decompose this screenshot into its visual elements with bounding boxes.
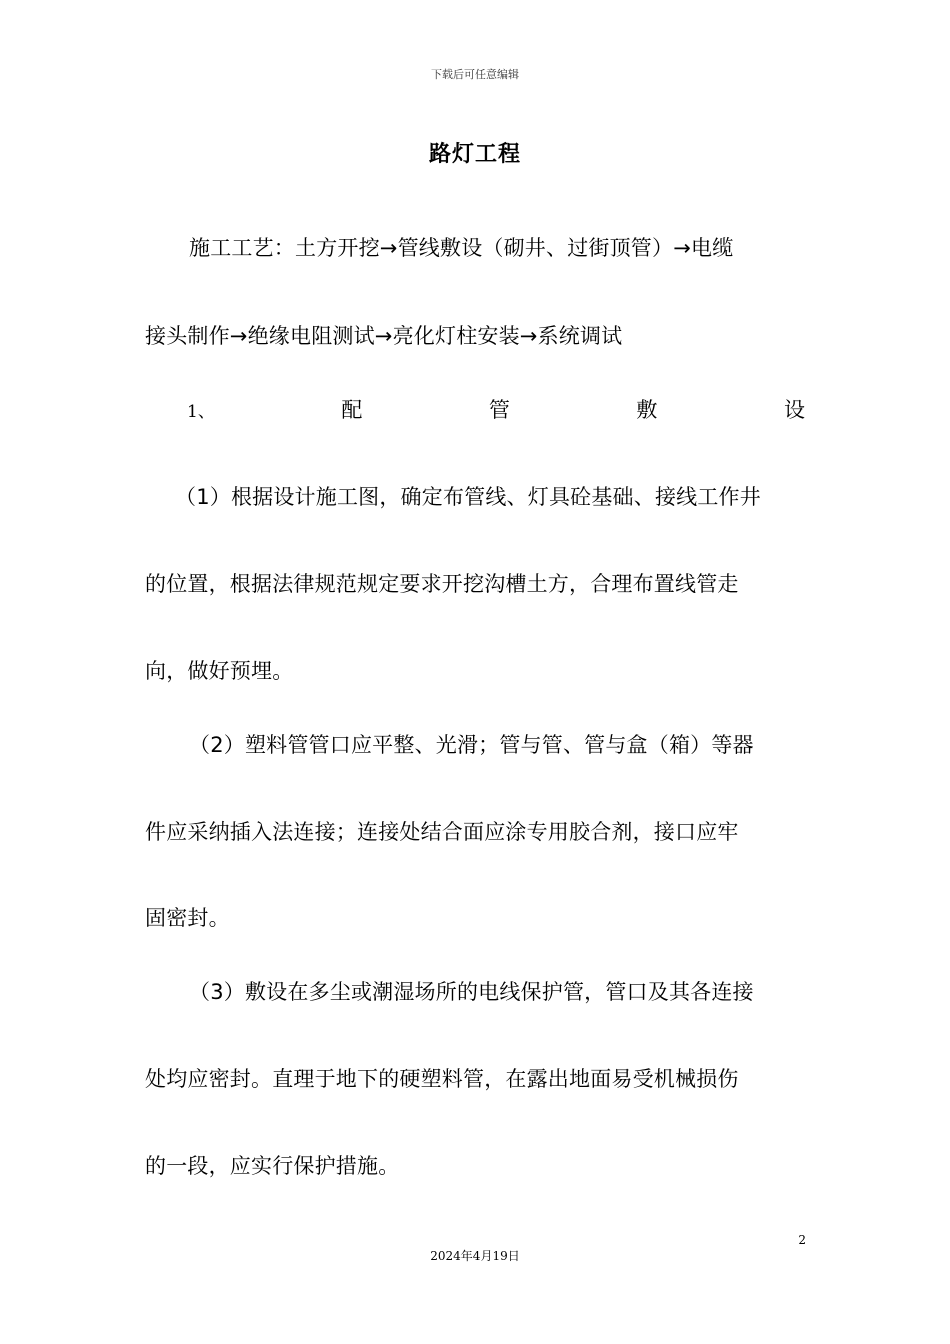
document-title: 路灯工程 xyxy=(428,142,521,167)
para1-line-3: 向，做好预埋。 xyxy=(145,659,294,683)
section-char: 配 xyxy=(341,398,363,422)
para3-line-3: 的一段，应实行保护措施。 xyxy=(145,1154,400,1178)
para2-line-1: （2）塑料管管口应平整、光滑；管与管、管与盒（箱）等器 xyxy=(189,733,754,757)
section-char: 管 xyxy=(488,398,510,422)
section-char: 敷 xyxy=(636,398,658,422)
para2-line-3: 固密封。 xyxy=(145,906,230,930)
page-header: 下载后可任意编辑 xyxy=(431,68,519,81)
para3-line-1: （3）敷设在多尘或潮湿场所的电线保护管，管口及其各连接 xyxy=(189,980,754,1004)
section-char: 设 xyxy=(783,398,805,422)
process-line-2: 接头制作→绝缘电阻测试→亮化灯柱安装→系统调试 xyxy=(145,324,623,348)
para1-line-2: 的位置，根据法律规范规定要求开挖沟槽土方，合理布置线管走 xyxy=(145,572,739,596)
para2-line-2: 件应采纳插入法连接；连接处结合面应涂专用胶合剂，接口应牢 xyxy=(145,820,739,844)
section-heading xyxy=(145,395,805,427)
page-number: 2 xyxy=(798,1233,806,1247)
section-number: 1、 xyxy=(187,402,215,422)
footer-date: 2024年4月19日 xyxy=(430,1249,520,1263)
para3-line-2: 处均应密封。直理于地下的硬塑料管，在露出地面易受机械损伤 xyxy=(145,1067,739,1091)
para1-line-1: （1）根据设计施工图，确定布管线、灯具砼基础、接线工作井 xyxy=(175,485,761,509)
process-line-1: 施工工艺：土方开挖→管线敷设（砌井、过街顶管）→电缆 xyxy=(189,236,734,260)
